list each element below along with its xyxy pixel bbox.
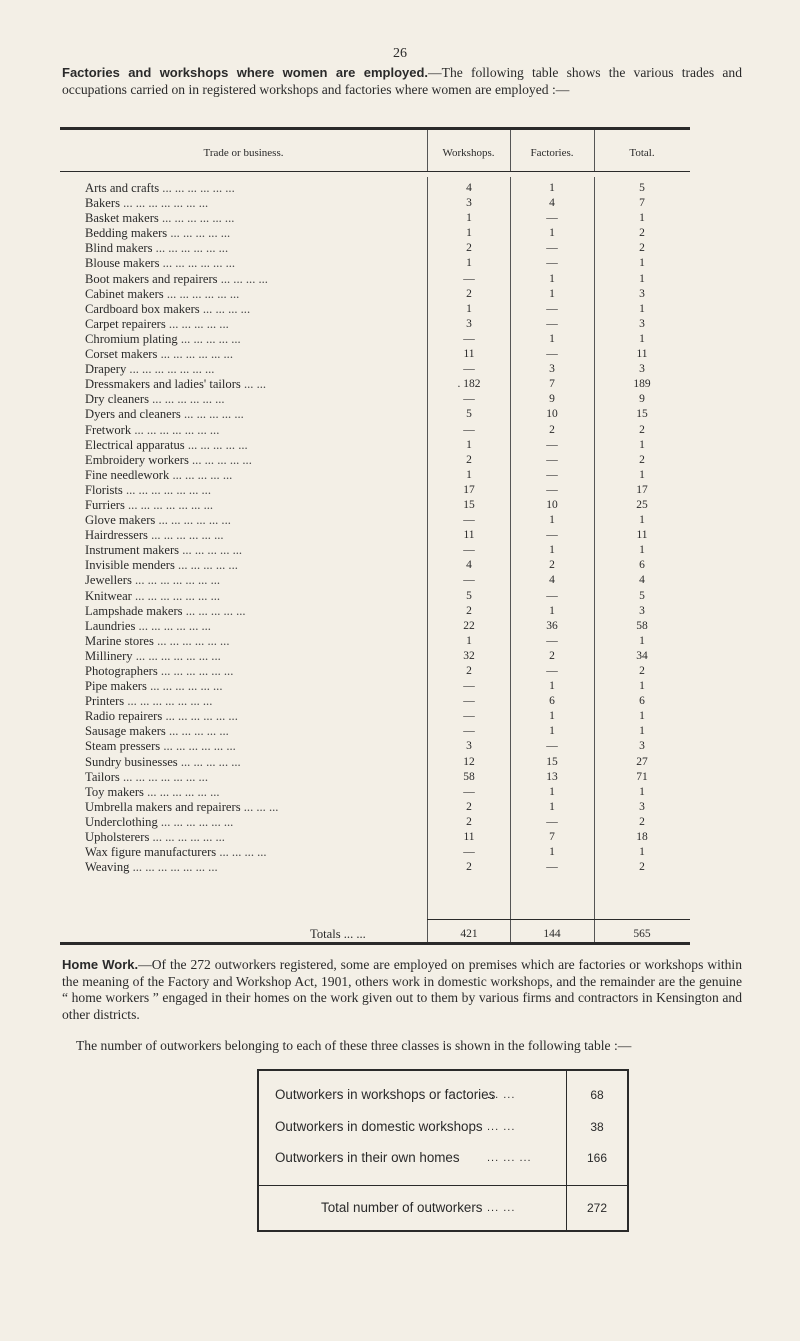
- factories-cell: 36: [546, 619, 558, 632]
- trade-name: Arts and crafts ... ... ... ... ... ...: [85, 181, 235, 195]
- trade-name: Radio repairers ... ... ... ... ... ...: [85, 709, 238, 724]
- trade-name: Pipe makers ... ... ... ... ... ...: [85, 679, 223, 694]
- total-cell: 3: [639, 317, 645, 330]
- workshops-cell: —: [463, 846, 475, 859]
- totals-total: 565: [633, 928, 651, 940]
- workshops-cell: 3: [466, 740, 472, 753]
- table-row: [60, 423, 690, 438]
- factories-cell: —: [546, 348, 558, 361]
- page-number: 26: [393, 46, 407, 61]
- trade-name: Wax figure manufacturers ... ... ... ...: [85, 845, 267, 860]
- factories-cell: 1: [549, 725, 555, 738]
- intro-text: —The following table shows the various trades and occupations carried on in registered workshops and factories where women are employed :—: [62, 65, 742, 97]
- total-cell: 2: [639, 815, 645, 828]
- table-row: [60, 287, 690, 302]
- table-row: [60, 679, 690, 694]
- factories-cell: 9: [549, 393, 555, 406]
- workshops-cell: 5: [466, 589, 472, 602]
- workshops-cell: 1: [466, 257, 472, 270]
- workshops-cell: 58: [463, 770, 475, 783]
- trade-name: Chromium plating ... ... ... ... ...: [85, 331, 241, 346]
- total-cell: 3: [639, 800, 645, 813]
- total-cell: 2: [639, 227, 645, 240]
- trade-name: Jewellers ... ... ... ... ... ... ...: [85, 573, 221, 588]
- total-cell: 2: [639, 423, 645, 436]
- table-row: [60, 634, 690, 649]
- total-cell: 2: [639, 665, 645, 677]
- factories-cell: —: [546, 665, 558, 677]
- factories-cell: 2: [549, 559, 555, 572]
- table-row: [60, 272, 690, 287]
- factories-cell: 1: [549, 680, 555, 693]
- trade-name: Basket makers ... ... ... ... ... ...: [85, 211, 235, 226]
- table-row: [60, 770, 690, 785]
- total-cell: 1: [639, 680, 645, 693]
- factories-cell: —: [546, 242, 558, 255]
- factories-cell: 4: [549, 574, 555, 587]
- factories-cell: —: [546, 468, 558, 481]
- workshops-cell: . 182: [457, 378, 481, 391]
- row-label: Outworkers in domestic workshops: [275, 1119, 483, 1134]
- outworkers-row: [259, 1117, 629, 1137]
- workshops-cell: 2: [466, 453, 472, 466]
- table-row: [60, 543, 690, 558]
- total-cell: 1: [639, 438, 645, 451]
- table-row: [60, 558, 690, 573]
- factories-cell: —: [546, 438, 558, 451]
- row-dots: ... ...: [487, 1121, 516, 1133]
- table-row: [60, 453, 690, 468]
- factories-cell: 1: [549, 272, 555, 285]
- workshops-cell: —: [463, 514, 475, 527]
- total-cell: 1: [639, 212, 645, 225]
- factories-cell: 15: [546, 755, 558, 768]
- factories-cell: —: [546, 740, 558, 753]
- row-label: Outworkers in workshops or factories: [275, 1087, 496, 1102]
- workshops-cell: 17: [463, 483, 475, 496]
- trade-name: Weaving ... ... ... ... ... ... ...: [85, 860, 218, 875]
- factories-cell: —: [546, 453, 558, 466]
- table-row: [60, 181, 690, 196]
- factories-cell: 1: [549, 182, 555, 194]
- workshops-cell: 11: [463, 831, 475, 844]
- header-workshops: Workshops.: [442, 147, 495, 159]
- table-body: [60, 181, 690, 875]
- table-row: [60, 528, 690, 543]
- table-row: [60, 589, 690, 604]
- trade-name: Instrument makers ... ... ... ... ...: [85, 543, 243, 558]
- table-row: [60, 694, 690, 709]
- workshops-cell: 1: [466, 634, 472, 647]
- workshops-cell: —: [463, 695, 475, 708]
- workshops-cell: —: [463, 725, 475, 738]
- total-cell: 1: [639, 785, 645, 798]
- table-bottom-rule: [60, 942, 690, 945]
- workshops-cell: —: [463, 363, 475, 376]
- factories-cell: 1: [549, 710, 555, 723]
- total-cell: 189: [633, 378, 651, 391]
- total-cell: 1: [639, 302, 645, 315]
- factories-cell: 2: [549, 649, 555, 662]
- trade-name: Millinery ... ... ... ... ... ... ...: [85, 648, 221, 663]
- workshops-cell: 2: [466, 815, 472, 828]
- trade-name: Bedding makers ... ... ... ... ...: [85, 226, 231, 241]
- workshops-cell: 12: [463, 755, 475, 768]
- total-cell: 71: [636, 770, 648, 783]
- workshops-cell: 1: [466, 227, 472, 240]
- header-total: Total.: [629, 147, 655, 159]
- total-cell: 6: [639, 695, 645, 708]
- table-row: [60, 513, 690, 528]
- workshops-cell: 2: [466, 604, 472, 617]
- workshops-cell: —: [463, 423, 475, 436]
- total-cell: 2: [639, 453, 645, 466]
- outworkers-row: [259, 1085, 629, 1105]
- trade-name: Blind makers ... ... ... ... ... ...: [85, 241, 229, 256]
- table-row: [60, 755, 690, 770]
- trade-name: Florists ... ... ... ... ... ... ...: [85, 482, 211, 497]
- workshops-cell: —: [463, 393, 475, 406]
- total-cell: 27: [636, 755, 648, 768]
- total-cell: 1: [639, 332, 645, 345]
- trade-name: Furriers ... ... ... ... ... ... ...: [85, 497, 214, 512]
- trade-name: Cardboard box makers ... ... ... ...: [85, 301, 251, 316]
- workshops-cell: 32: [463, 649, 475, 662]
- totals-rule: [427, 919, 690, 920]
- total-cell: 9: [639, 393, 645, 406]
- outworkers-table: [257, 1069, 629, 1232]
- workshops-cell: 3: [466, 197, 472, 210]
- trade-name: Underclothing ... ... ... ... ... ...: [85, 814, 234, 829]
- total-cell: 18: [636, 831, 648, 844]
- total-cell: 4: [639, 574, 645, 587]
- factories-cell: 6: [549, 695, 555, 708]
- workshops-cell: 3: [466, 317, 472, 330]
- total-cell: 5: [639, 589, 645, 602]
- table-row: [60, 211, 690, 226]
- table-row: [60, 407, 690, 422]
- factories-cell: —: [546, 257, 558, 270]
- total-cell: 2: [639, 861, 645, 874]
- home-work-heading: Home Work.: [62, 957, 139, 972]
- factories-cell: —: [546, 861, 558, 874]
- table-row: [60, 800, 690, 815]
- home-work-text: —Of the 272 outworkers registered, some are employed on premises which are factories or workshops within the meaning of the Factory and Workshop Act, 1901, others work in domestic workshops, and the remainder are the genuine “ home workers ” engaged in their homes on the work given out to them by various firms and contractors in Kensington and other districts.: [62, 957, 743, 1022]
- total-cell: 3: [639, 287, 645, 300]
- workshops-cell: 15: [463, 498, 475, 511]
- table-row: [60, 709, 690, 724]
- workshops-cell: 1: [466, 212, 472, 225]
- row-value: 166: [586, 1151, 608, 1165]
- trade-name: Laundries ... ... ... ... ... ...: [85, 618, 211, 633]
- table-row: [60, 226, 690, 241]
- workshops-cell: 4: [466, 182, 472, 194]
- table-row: [60, 377, 690, 392]
- total-cell: 1: [639, 634, 645, 647]
- trade-name: Electrical apparatus ... ... ... ... ...: [85, 437, 248, 452]
- trade-name: Photographers ... ... ... ... ... ...: [85, 664, 234, 678]
- intro-heading: Factories and workshops where women are employed.: [62, 65, 429, 80]
- workshops-cell: —: [463, 785, 475, 798]
- workshops-cell: 11: [463, 348, 475, 361]
- totals-factories: 144: [543, 928, 561, 940]
- workshops-cell: —: [463, 680, 475, 693]
- outworkers-row: [259, 1148, 629, 1168]
- trade-name: Fretwork ... ... ... ... ... ... ...: [85, 422, 220, 437]
- trade-name: Bakers ... ... ... ... ... ... ...: [85, 196, 209, 211]
- total-cell: 7: [639, 197, 645, 210]
- total-cell: 1: [639, 725, 645, 738]
- total-value: 272: [586, 1201, 608, 1215]
- total-cell: 5: [639, 182, 645, 194]
- home-work-paragraph-2: The number of outworkers belonging to each of these three classes is shown in the following table :—: [76, 1038, 632, 1053]
- workshops-cell: —: [463, 710, 475, 723]
- trade-name: Drapery ... ... ... ... ... ... ...: [85, 362, 215, 377]
- factories-cell: —: [546, 302, 558, 315]
- header-factories: Factories.: [530, 147, 574, 159]
- trade-name: Marine stores ... ... ... ... ... ...: [85, 633, 230, 648]
- factories-cell: 7: [549, 831, 555, 844]
- trade-name: Carpet repairers ... ... ... ... ...: [85, 316, 229, 331]
- factories-cell: 1: [549, 785, 555, 798]
- trade-name: Embroidery workers ... ... ... ... ...: [85, 452, 252, 467]
- total-cell: 1: [639, 468, 645, 481]
- factories-cell: —: [546, 317, 558, 330]
- total-cell: 25: [636, 498, 648, 511]
- header-trade: Trade or business.: [203, 147, 284, 159]
- table-row: [60, 317, 690, 332]
- trade-name: Upholsterers ... ... ... ... ... ...: [85, 830, 225, 845]
- factories-table: [60, 127, 690, 945]
- trade-name: Steam pressers ... ... ... ... ... ...: [85, 739, 236, 754]
- workshops-cell: —: [463, 544, 475, 557]
- total-label: Total number of outworkers: [321, 1200, 483, 1215]
- factories-cell: —: [546, 589, 558, 602]
- totals-workshops: 421: [460, 928, 478, 940]
- table-row: [60, 468, 690, 483]
- trade-name: Cabinet makers ... ... ... ... ... ...: [85, 286, 240, 301]
- total-cell: 15: [636, 408, 648, 421]
- factories-cell: —: [546, 529, 558, 542]
- row-value: 38: [590, 1120, 604, 1134]
- totals-row: [60, 927, 690, 942]
- trade-name: Sundry businesses ... ... ... ... ...: [85, 754, 241, 769]
- workshops-cell: 1: [466, 468, 472, 481]
- total-cell: 1: [639, 544, 645, 557]
- trade-name: Glove makers ... ... ... ... ... ...: [85, 513, 231, 528]
- table-row: [60, 332, 690, 347]
- row-value: 68: [590, 1088, 604, 1102]
- total-cell: 1: [639, 846, 645, 859]
- total-cell: 1: [639, 257, 645, 270]
- trade-name: Corset makers ... ... ... ... ... ...: [85, 347, 233, 362]
- factories-cell: 1: [549, 514, 555, 527]
- total-cell: 2: [639, 242, 645, 255]
- home-work-paragraph: [62, 957, 742, 1023]
- workshops-cell: —: [463, 332, 475, 345]
- factories-cell: —: [546, 212, 558, 225]
- total-cell: 3: [639, 604, 645, 617]
- factories-cell: 4: [549, 197, 555, 210]
- row-dots: ... ...: [487, 1089, 516, 1101]
- total-cell: 58: [636, 619, 648, 632]
- table-row: [60, 573, 690, 588]
- workshops-cell: 1: [466, 302, 472, 315]
- total-cell: 3: [639, 363, 645, 376]
- trade-name: Umbrella makers and repairers ... ... ...: [85, 799, 279, 814]
- factories-cell: 1: [549, 227, 555, 240]
- workshops-cell: 5: [466, 408, 472, 421]
- table-row: [60, 196, 690, 211]
- workshops-cell: 4: [466, 559, 472, 572]
- workshops-cell: —: [463, 272, 475, 285]
- outworkers-total-row: [259, 1198, 629, 1218]
- factories-cell: 1: [549, 544, 555, 557]
- total-rule: [259, 1185, 627, 1186]
- table-row: [60, 392, 690, 407]
- row-dots: ... ... ...: [487, 1152, 532, 1164]
- row-label: Outworkers in their own homes: [275, 1150, 460, 1165]
- factories-cell: 1: [549, 800, 555, 813]
- total-cell: 1: [639, 272, 645, 285]
- workshops-cell: 2: [466, 800, 472, 813]
- trade-name: Hairdressers ... ... ... ... ... ...: [85, 528, 224, 543]
- table-row: [60, 815, 690, 830]
- workshops-cell: 11: [463, 529, 475, 542]
- totals-label: Totals ... ...: [310, 927, 366, 941]
- workshops-cell: —: [463, 574, 475, 587]
- total-cell: 3: [639, 740, 645, 753]
- workshops-cell: 2: [466, 665, 472, 677]
- table-row: [60, 785, 690, 800]
- workshops-cell: 2: [466, 287, 472, 300]
- factories-cell: 13: [546, 770, 558, 783]
- factories-cell: 1: [549, 846, 555, 859]
- total-dots: ... ...: [487, 1202, 516, 1214]
- table-row: [60, 739, 690, 754]
- table-row: [60, 347, 690, 362]
- factories-cell: 2: [549, 423, 555, 436]
- table-row: [60, 860, 690, 875]
- trade-name: Sausage makers ... ... ... ... ...: [85, 724, 229, 739]
- table-row: [60, 362, 690, 377]
- factories-cell: 3: [549, 363, 555, 376]
- total-cell: 11: [636, 529, 648, 542]
- table-row: [60, 619, 690, 634]
- factories-cell: 1: [549, 332, 555, 345]
- total-cell: 1: [639, 514, 645, 527]
- factories-cell: —: [546, 483, 558, 496]
- trade-name: Blouse makers ... ... ... ... ... ...: [85, 256, 236, 271]
- table-row: [60, 664, 690, 679]
- factories-cell: 1: [549, 604, 555, 617]
- trade-name: Knitwear ... ... ... ... ... ... ...: [85, 588, 221, 603]
- factories-cell: 10: [546, 408, 558, 421]
- factories-cell: —: [546, 634, 558, 647]
- table-row: [60, 830, 690, 845]
- table-top-rule: [60, 127, 690, 130]
- factories-cell: 10: [546, 498, 558, 511]
- trade-name: Dry cleaners ... ... ... ... ... ...: [85, 392, 225, 407]
- total-cell: 11: [636, 348, 648, 361]
- header-rule: [60, 171, 690, 172]
- trade-name: Tailors ... ... ... ... ... ... ...: [85, 769, 208, 784]
- factories-cell: —: [546, 815, 558, 828]
- total-cell: 17: [636, 483, 648, 496]
- table-row: [60, 256, 690, 271]
- table-row: [60, 241, 690, 256]
- trade-name: Printers ... ... ... ... ... ... ...: [85, 694, 213, 709]
- trade-name: Lampshade makers ... ... ... ... ...: [85, 603, 246, 618]
- table-row: [60, 724, 690, 739]
- total-cell: 1: [639, 710, 645, 723]
- factories-cell: 1: [549, 287, 555, 300]
- table-row: [60, 649, 690, 664]
- trade-name: Dressmakers and ladies' tailors ... ...: [85, 377, 267, 392]
- trade-name: Invisible menders ... ... ... ... ...: [85, 558, 238, 573]
- workshops-cell: 2: [466, 861, 472, 874]
- intro-paragraph: [62, 65, 742, 98]
- workshops-cell: 1: [466, 438, 472, 451]
- total-cell: 6: [639, 559, 645, 572]
- table-row: [60, 604, 690, 619]
- table-row: [60, 483, 690, 498]
- table-row: [60, 498, 690, 513]
- trade-name: Fine needlework ... ... ... ... ...: [85, 467, 233, 482]
- table-row: [60, 845, 690, 860]
- total-cell: 34: [636, 649, 648, 662]
- table-row: [60, 438, 690, 453]
- trade-name: Toy makers ... ... ... ... ... ...: [85, 784, 220, 799]
- trade-name: Dyers and cleaners ... ... ... ... ...: [85, 407, 244, 422]
- table-row: [60, 302, 690, 317]
- trade-name: Boot makers and repairers ... ... ... ...: [85, 271, 268, 286]
- workshops-cell: 2: [466, 242, 472, 255]
- workshops-cell: 22: [463, 619, 475, 632]
- factories-cell: 7: [549, 378, 555, 391]
